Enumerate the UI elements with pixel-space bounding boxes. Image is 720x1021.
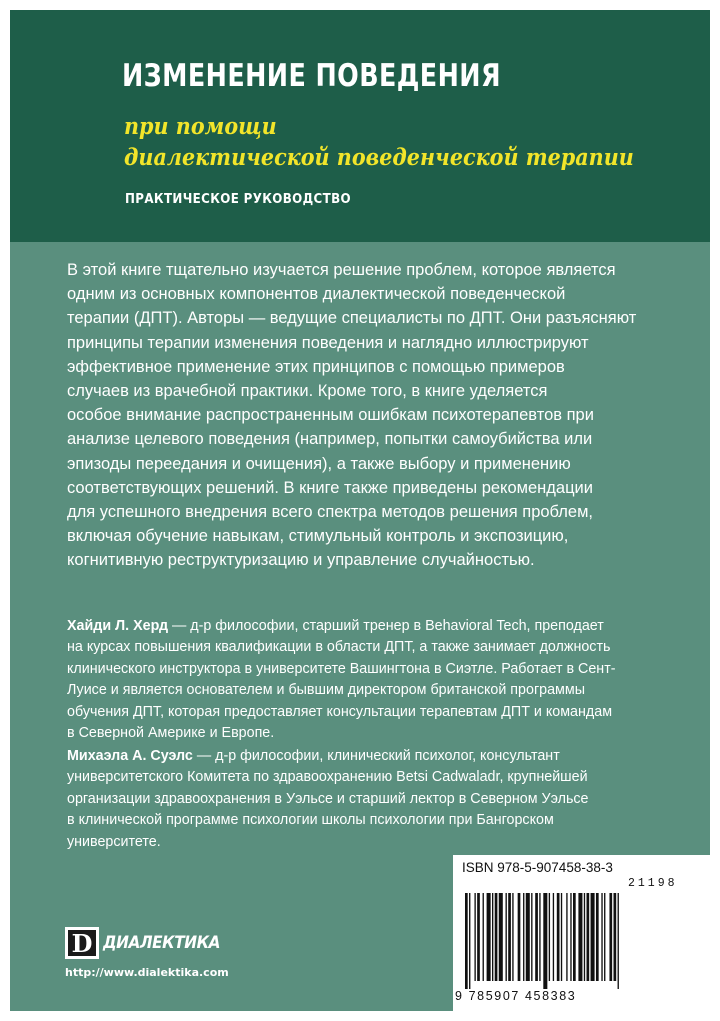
- barcode-bar: [518, 893, 521, 981]
- bio-line: в клинической программе психологии школы психологии при Бангорском: [67, 812, 554, 829]
- ean-digits: 9 785907 458383: [455, 989, 577, 1003]
- description-line: терапии (ДПТ). Авторы — ведущие специалисты по ДПТ. Они разъясняют: [67, 309, 637, 328]
- description-line: соответствующих решений. В книге также приведены рекомендации: [67, 478, 593, 497]
- barcode-bar: [587, 893, 590, 981]
- book-subtitle-line1: при помощи: [124, 113, 277, 140]
- barcode-bar: [487, 893, 491, 981]
- barcode-bar: [553, 893, 554, 981]
- barcode-bar: [499, 893, 503, 981]
- barcode-bar: [483, 893, 484, 981]
- bio-line: клинического инструктора в университете Вашингтона в Сиэтле. Работает в Сент-: [67, 660, 616, 677]
- description-line: когнитивную реструктуризацию и управление случайностью.: [67, 551, 535, 570]
- author-bio-herd: [67, 616, 667, 744]
- barcode-bar: [618, 893, 619, 989]
- bio-text: — д-р философии, старший тренер в Behavioral Tech, преподает: [168, 618, 604, 634]
- barcode-bar: [535, 893, 538, 981]
- book-description: [67, 258, 667, 573]
- barcode-bar: [596, 893, 599, 981]
- barcode-bar: [543, 893, 547, 989]
- barcode-bar: [506, 893, 507, 981]
- bio-line: [67, 616, 667, 637]
- barcode-bar: [566, 893, 567, 981]
- description-line: В этой книге тщательно изучается решение проблем, которое является: [67, 261, 616, 279]
- book-subtitle-line2: диалектической поведенческой терапии: [124, 144, 634, 171]
- isbn-text: ISBN 978-5-907458-38-3: [462, 860, 613, 875]
- price-code: 21198: [628, 877, 678, 890]
- barcode-bar: [604, 893, 605, 981]
- description-line: включая обучение навыкам, стимульный контроль и экспозицию,: [67, 527, 569, 546]
- bio-line: университете.: [67, 833, 161, 850]
- publisher-url[interactable]: http://www.dialektika.com: [65, 966, 229, 979]
- author-bio-swales: [67, 746, 667, 853]
- barcode-bar: [570, 893, 571, 981]
- barcode-bar: [508, 893, 511, 981]
- barcode-bar: [474, 893, 475, 981]
- bio-line: организации здравоохранения в Уэльсе и старший лектор в Северном Уэльсе: [67, 790, 589, 807]
- bio-line: в Северной Америке и Европе.: [67, 725, 275, 742]
- barcode-bar: [512, 893, 513, 981]
- bio-line: Луисе и является основателем и бывшим директором британской программы: [67, 682, 585, 699]
- description-line: эпизоды переедания и очищения), а также выбору и применению: [67, 454, 571, 473]
- barcode-bar: [614, 893, 617, 981]
- description-line: анализе целевого поведения (например, попытки самоубийства или: [67, 430, 593, 449]
- barcode-bar: [584, 893, 585, 981]
- cover-header: [10, 10, 710, 242]
- description-line: одним из основных компонентов диалектической поведенческой: [67, 285, 566, 304]
- barcode-bar: [601, 893, 602, 981]
- barcode-bar: [561, 893, 562, 981]
- book-back-cover: [10, 10, 710, 1011]
- barcode-image: [463, 893, 658, 989]
- bio-line: на курсах повышения квалификации в области ДПТ, а также занимает должность: [67, 639, 611, 656]
- barcode-bar: [578, 893, 582, 981]
- bio-line: университетского Комитета по здравоохранению Betsi Cadwaladr, крупнейшей: [67, 769, 588, 786]
- barcode-bar: [477, 893, 480, 981]
- book-genre-label: ПРАКТИЧЕСКОЕ РУКОВОДСТВО: [125, 191, 351, 207]
- publisher-logo: [65, 927, 235, 959]
- barcode-bar: [609, 893, 612, 981]
- barcode-bar: [549, 893, 550, 981]
- barcode-bar: [557, 893, 560, 981]
- barcode-bar: [465, 893, 468, 989]
- author-name-herd: Хайди Л. Херд: [67, 618, 169, 634]
- barcode-bar: [539, 893, 540, 981]
- book-title: ИЗМЕНЕНИЕ ПОВЕДЕНИЯ: [122, 58, 501, 94]
- barcode-bar: [469, 893, 470, 989]
- barcode-bar: [531, 893, 532, 981]
- description-line: для успешного внедрения всего спектра методов решения проблем,: [67, 503, 594, 522]
- bio-line: [67, 746, 667, 767]
- bio-text: — д-р философии, клинический психолог, консультант: [192, 748, 560, 764]
- description-line: случаев из врачебной практики. Кроме того, в книге уделяется: [67, 382, 548, 401]
- description-line: принципы терапии изменения поведения и наглядно иллюстрируют: [67, 333, 589, 352]
- description-line: особое внимание распространенным ошибкам психотерапевтов при: [67, 406, 594, 425]
- bio-line: обучения ДПТ, которая предоставляет консультации терапевтам ДПТ и командам: [67, 703, 613, 720]
- barcode-bar: [526, 893, 530, 981]
- publisher-name: ДИАЛЕКТИКА: [103, 933, 221, 953]
- barcode-bar: [495, 893, 498, 981]
- description-line: эффективное применение этих принципов с помощью примеров: [67, 357, 565, 376]
- barcode-panel: [453, 855, 710, 1011]
- author-name-swales: Михаэла А. Суэлс: [67, 748, 193, 764]
- barcode-bar: [591, 893, 595, 981]
- logo-letter: D: [71, 929, 93, 958]
- barcode-bar: [523, 893, 524, 981]
- publisher-logo-icon: [65, 927, 99, 959]
- barcode-bar: [492, 893, 493, 981]
- barcode-bar: [573, 893, 576, 981]
